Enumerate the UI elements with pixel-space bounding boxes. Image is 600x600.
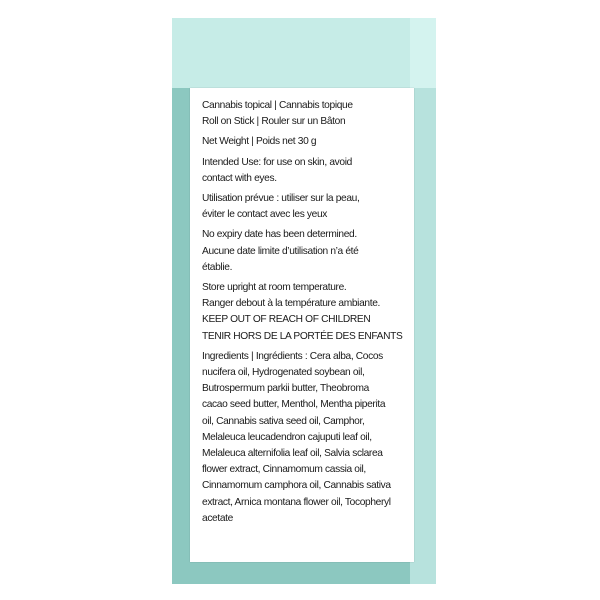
label-block	[202, 280, 408, 345]
label-line: Melaleuca alternifolia leaf oil, Salvia sclarea	[202, 448, 383, 460]
label-line: éviter le contact avec les yeux	[202, 209, 328, 221]
label-line: Store upright at room temperature.	[202, 282, 347, 294]
label-text	[202, 98, 408, 531]
label-line: Ingredients | Ingrédients : Cera alba, Cocos	[202, 350, 383, 362]
label-line: Utilisation prévue : utiliser sur la peau,	[202, 193, 360, 205]
label-block	[202, 191, 408, 223]
label-block	[202, 98, 408, 130]
product-label	[190, 88, 414, 562]
label-line: Cinnamomum camphora oil, Cannabis sativa	[202, 480, 391, 492]
label-line: Intended Use: for use on skin, avoid	[202, 156, 352, 168]
label-line: acetate	[202, 512, 233, 524]
label-line: Ranger debout à la température ambiante.	[202, 298, 380, 310]
label-line: No expiry date has been determined.	[202, 229, 357, 241]
label-line: extract, Arnica montana flower oil, Tocopheryl	[202, 496, 391, 508]
label-line: Butrospermum parkii butter, Theobroma	[202, 383, 369, 395]
box-side-top	[410, 18, 436, 88]
label-line: Aucune date limite d’utilisation n’a été	[202, 245, 359, 257]
label-block	[202, 227, 408, 276]
box-top-flap	[172, 18, 436, 88]
label-block	[202, 349, 408, 527]
label-line: Net Weight | Poids net 30 g	[202, 136, 317, 148]
label-line: Melaleuca leucadendron cajuputi leaf oil,	[202, 431, 372, 443]
label-line: Cannabis topical | Cannabis topique	[202, 100, 353, 111]
label-line: Roll on Stick | Rouler sur un Bâton	[202, 116, 346, 128]
label-line: oil, Cannabis sativa seed oil, Camphor,	[202, 415, 365, 427]
label-block	[202, 134, 408, 150]
label-line: TENIR HORS DE LA PORTÉE DES ENFANTS	[202, 330, 403, 342]
label-line: nucifera oil, Hydrogenated soybean oil,	[202, 367, 365, 379]
label-line: établie.	[202, 261, 233, 273]
label-line: KEEP OUT OF REACH OF CHILDREN	[202, 314, 371, 326]
label-line: flower extract, Cinnamomum cassia oil,	[202, 464, 366, 476]
label-line: contact with eyes.	[202, 172, 277, 184]
label-block	[202, 155, 408, 187]
label-line: cacao seed butter, Menthol, Mentha piperita	[202, 399, 386, 411]
